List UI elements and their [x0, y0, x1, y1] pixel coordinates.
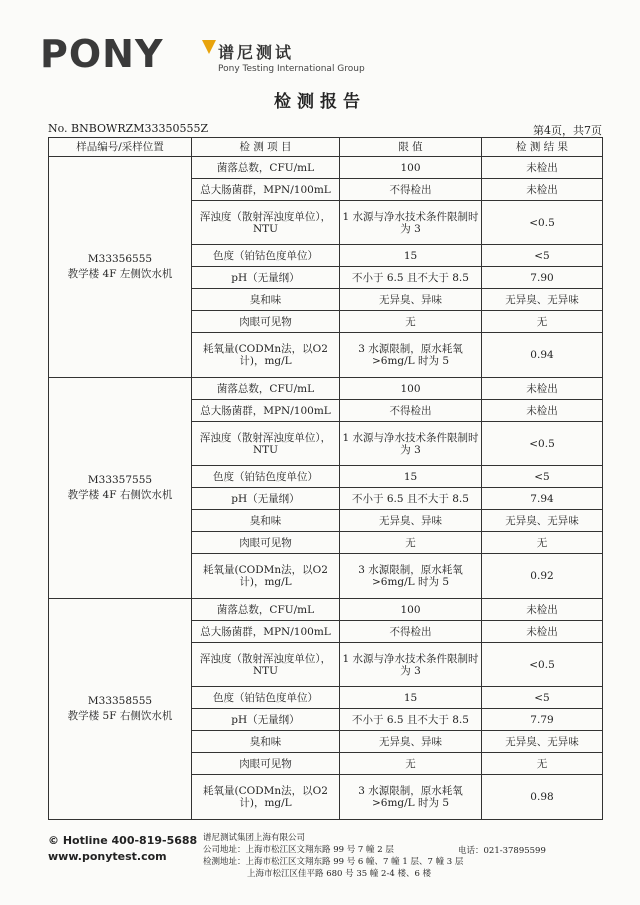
result-cell: 未检出: [482, 157, 603, 179]
table-row: [49, 157, 603, 179]
result-cell: 无异臭、无异味: [482, 510, 603, 532]
test-item-cell: 菌落总数，CFU/mL: [192, 157, 340, 179]
table-row: [49, 378, 603, 400]
test-item-cell: 臭和味: [192, 289, 340, 311]
limit-cell: 不小于 6.5 且不大于 8.5: [340, 709, 482, 731]
limit-cell: 100: [340, 599, 482, 621]
test-item-cell: 臭和味: [192, 510, 340, 532]
test-item-cell: 色度（铂钴色度单位）: [192, 466, 340, 488]
result-cell: 无异臭、无异味: [482, 731, 603, 753]
website: www.ponytest.com: [48, 850, 167, 863]
test-item-cell: 浑浊度（散射浑浊度单位），NTU: [192, 422, 340, 466]
result-cell: 0.98: [482, 775, 603, 820]
header-item: 检 测 项 目: [192, 138, 340, 157]
limit-cell: 不得检出: [340, 621, 482, 643]
copyright-icon: ©: [48, 834, 59, 847]
test-item-cell: 耗氧量(CODMn法，以O2计)，mg/L: [192, 333, 340, 378]
page-title: 检测报告: [274, 92, 366, 112]
report-footer: [48, 832, 608, 892]
limit-cell: 不小于 6.5 且不大于 8.5: [340, 488, 482, 510]
result-cell: 未检出: [482, 599, 603, 621]
test-item-cell: 总大肠菌群，MPN/100mL: [192, 621, 340, 643]
result-cell: <0.5: [482, 643, 603, 687]
table-row: [49, 599, 603, 621]
test-item-cell: 耗氧量(CODMn法，以O2计)，mg/L: [192, 775, 340, 820]
test-item-cell: 总大肠菌群，MPN/100mL: [192, 179, 340, 201]
test-item-cell: 臭和味: [192, 731, 340, 753]
result-cell: <5: [482, 466, 603, 488]
sample-location: 教学楼 4F 左侧饮水机: [67, 268, 173, 280]
limit-cell: 1 水源与净水技术条件限制时为 3: [340, 643, 482, 687]
table-header-row: [49, 138, 603, 157]
logo-mark-icon: [202, 40, 216, 54]
footer-address: 公司地址：上海市松江区文翔东路 99 号 7 幢 2 层: [203, 845, 394, 855]
limit-cell: 不得检出: [340, 179, 482, 201]
limit-cell: 15: [340, 466, 482, 488]
result-cell: 未检出: [482, 378, 603, 400]
footer-addresses: [203, 832, 463, 880]
result-cell: 未检出: [482, 179, 603, 201]
company-name-en: Pony Testing International Group: [218, 64, 365, 74]
report-number: No. BNBOWRZM33350555Z: [48, 122, 209, 135]
limit-cell: 无异臭、异味: [340, 510, 482, 532]
result-cell: 7.94: [482, 488, 603, 510]
table-body: [49, 157, 603, 820]
result-cell: 未检出: [482, 621, 603, 643]
result-cell: 7.79: [482, 709, 603, 731]
test-item-cell: 浑浊度（散射浑浊度单位），NTU: [192, 643, 340, 687]
result-cell: 无: [482, 753, 603, 775]
sample-id: M33356555: [87, 253, 153, 265]
sample-id: M33358555: [87, 695, 153, 707]
logo-text: PONY: [40, 32, 164, 76]
limit-cell: 无: [340, 753, 482, 775]
page-info: 第4页，共7页: [533, 124, 602, 137]
result-cell: 0.92: [482, 554, 603, 599]
limit-cell: 15: [340, 687, 482, 709]
header-result: 检 测 结 果: [482, 138, 603, 157]
limit-cell: 100: [340, 378, 482, 400]
result-cell: 无: [482, 532, 603, 554]
test-item-cell: 色度（铂钴色度单位）: [192, 687, 340, 709]
header-sample: 样品编号/采样位置: [49, 138, 192, 157]
limit-cell: 15: [340, 245, 482, 267]
result-cell: 无异臭、无异味: [482, 289, 603, 311]
limit-cell: 3 水源限制，原水耗氧>6mg/L 时为 5: [340, 333, 482, 378]
report-header: [40, 34, 600, 84]
limit-cell: 不小于 6.5 且不大于 8.5: [340, 267, 482, 289]
limit-cell: 3 水源限制，原水耗氧>6mg/L 时为 5: [340, 775, 482, 820]
result-cell: 无: [482, 311, 603, 333]
limit-cell: 1 水源与净水技术条件限制时为 3: [340, 422, 482, 466]
test-item-cell: 浑浊度（散射浑浊度单位），NTU: [192, 201, 340, 245]
header-limit: 限 值: [340, 138, 482, 157]
limit-cell: 1 水源与净水技术条件限制时为 3: [340, 201, 482, 245]
test-item-cell: 菌落总数，CFU/mL: [192, 599, 340, 621]
limit-cell: 无异臭、异味: [340, 289, 482, 311]
result-cell: <5: [482, 687, 603, 709]
test-item-cell: 总大肠菌群，MPN/100mL: [192, 400, 340, 422]
test-item-cell: 肉眼可见物: [192, 311, 340, 333]
limit-cell: 不得检出: [340, 400, 482, 422]
sample-location: 教学楼 4F 右侧饮水机: [67, 489, 173, 501]
footer-test-address-2: 上海市松江区佳平路 680 号 35 幢 2-4 楼、6 楼: [247, 869, 432, 879]
footer-phone: 电话：021-37895599: [458, 846, 546, 856]
footer-test-address-1: 检测地址：上海市松江区文翔东路 99 号 6 幢、7 幢 1 层、7 幢 3 层: [203, 857, 464, 867]
result-cell: <0.5: [482, 201, 603, 245]
test-item-cell: pH（无量纲）: [192, 488, 340, 510]
test-item-cell: 肉眼可见物: [192, 753, 340, 775]
company-name-cn: 谱尼测试: [218, 43, 295, 62]
limit-cell: 无异臭、异味: [340, 731, 482, 753]
test-item-cell: pH（无量纲）: [192, 709, 340, 731]
test-item-cell: 菌落总数，CFU/mL: [192, 378, 340, 400]
result-cell: <0.5: [482, 422, 603, 466]
result-cell: <5: [482, 245, 603, 267]
hotline-text: Hotline 400-819-5688: [62, 834, 198, 847]
sample-cell: [49, 599, 192, 820]
result-cell: 未检出: [482, 400, 603, 422]
limit-cell: 无: [340, 532, 482, 554]
sample-location: 教学楼 5F 右侧饮水机: [67, 710, 173, 722]
sample-cell: [49, 157, 192, 378]
test-item-cell: pH（无量纲）: [192, 267, 340, 289]
result-cell: 0.94: [482, 333, 603, 378]
limit-cell: 无: [340, 311, 482, 333]
test-item-cell: 肉眼可见物: [192, 532, 340, 554]
sample-cell: [49, 378, 192, 599]
limit-cell: 100: [340, 157, 482, 179]
result-cell: 7.90: [482, 267, 603, 289]
sample-id: M33357555: [87, 474, 153, 486]
footer-company: 谱尼测试集团上海有限公司: [203, 833, 306, 843]
test-item-cell: 耗氧量(CODMn法，以O2计)，mg/L: [192, 554, 340, 599]
hotline: [48, 834, 197, 847]
results-table: [48, 137, 603, 820]
test-item-cell: 色度（铂钴色度单位）: [192, 245, 340, 267]
limit-cell: 3 水源限制，原水耗氧>6mg/L 时为 5: [340, 554, 482, 599]
report-meta: [48, 122, 602, 136]
